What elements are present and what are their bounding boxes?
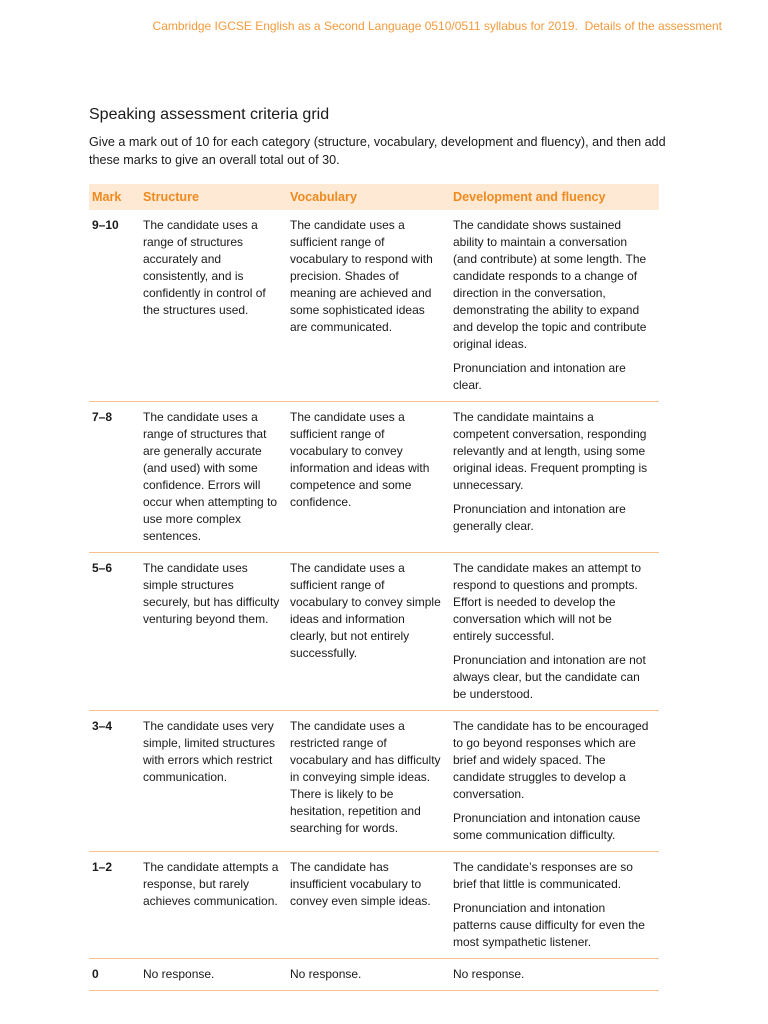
- table-row: [89, 959, 659, 991]
- structure-cell: The candidate uses very simple, limited structures with errors which restrict communication.: [143, 711, 290, 852]
- vocabulary-cell: The candidate uses a sufficient range of vocabulary to convey simple ideas and information clearly, but not entirely successfully.: [290, 553, 453, 711]
- table-row: [89, 711, 659, 852]
- vocabulary-cell: The candidate has insufficient vocabulary to convey even simple ideas.: [290, 852, 453, 959]
- development-cell: [453, 959, 659, 991]
- vocabulary-cell: The candidate uses a sufficient range of vocabulary to convey information and ideas with competence and some confidence.: [290, 402, 453, 553]
- mark-cell: 3–4: [89, 711, 143, 852]
- page-title: Speaking assessment criteria grid: [89, 106, 330, 123]
- vocabulary-cell: No response.: [290, 959, 453, 991]
- assessment-criteria-table: [89, 184, 659, 991]
- development-cell: [453, 553, 659, 711]
- table-row: [89, 402, 659, 553]
- vocabulary-cell: The candidate uses a sufficient range of vocabulary to respond with precision. Shades of meaning are achieved and some sophisticated ideas are communicated.: [290, 210, 453, 402]
- development-cell: [453, 711, 659, 852]
- structure-cell: The candidate uses a range of structures accurately and consistently, and is confidently in control of the structures used.: [143, 210, 290, 402]
- column-header-mark: Mark: [89, 184, 143, 210]
- running-header-section: Details of the assessment: [584, 19, 722, 33]
- development-text: The candidate maintains a competent conversation, responding relevantly and at length, using some original ideas. Frequent prompting is unnecessary.: [453, 410, 648, 492]
- column-header-development: Development and fluency: [453, 184, 659, 210]
- mark-cell: 5–6: [89, 553, 143, 711]
- pronunciation-text: Pronunciation and intonation are not always clear, but the candidate can be understood.: [453, 653, 646, 701]
- development-cell: [453, 210, 659, 402]
- structure-cell: The candidate uses simple structures securely, but has difficulty venturing beyond them.: [143, 553, 290, 711]
- table-header-row: [89, 184, 659, 210]
- table-row: [89, 852, 659, 959]
- table-row: [89, 210, 659, 402]
- vocabulary-cell: The candidate uses a restricted range of vocabulary and has difficulty in conveying simple ideas. There is likely to be hesitation, repetition and searching for words.: [290, 711, 453, 852]
- development-text: The candidate shows sustained ability to maintain a conversation (and contribute) at some length. The candidate responds to a change of direction in the conversation, demonstrating the ability to expand and develop the topic and contribute original ideas.: [453, 218, 647, 351]
- column-header-structure: Structure: [143, 184, 290, 210]
- structure-cell: The candidate attempts a response, but rarely achieves communication.: [143, 852, 290, 959]
- development-text: The candidate makes an attempt to respond to questions and prompts. Effort is needed to develop the conversation which will not be entirely successful.: [453, 561, 642, 643]
- column-header-vocabulary: Vocabulary: [290, 184, 453, 210]
- mark-cell: 0: [89, 959, 143, 991]
- development-text: The candidate’s responses are so brief that little is communicated.: [453, 860, 633, 891]
- pronunciation-text: Pronunciation and intonation cause some communication difficulty.: [453, 811, 641, 842]
- running-header: [153, 19, 722, 33]
- running-header-syllabus: Cambridge IGCSE English as a Second Language 0510/0511 syllabus for 2019.: [152, 19, 578, 33]
- intro-paragraph: Give a mark out of 10 for each category (structure, vocabulary, development and fluency), and then add these marks to give an overall total out of 30.: [89, 135, 666, 167]
- mark-cell: 1–2: [89, 852, 143, 959]
- pronunciation-text: Pronunciation and intonation are clear.: [453, 361, 626, 392]
- mark-cell: 7–8: [89, 402, 143, 553]
- development-cell: [453, 852, 659, 959]
- pronunciation-text: Pronunciation and intonation are generally clear.: [453, 502, 626, 533]
- mark-cell: 9–10: [89, 210, 143, 402]
- development-cell: [453, 402, 659, 553]
- development-text: The candidate has to be encouraged to go beyond responses which are brief and widely spaced. The candidate struggles to develop a conversation.: [453, 719, 649, 801]
- pronunciation-text: Pronunciation and intonation patterns cause difficulty for even the most sympathetic listener.: [453, 901, 645, 949]
- structure-cell: No response.: [143, 959, 290, 991]
- table-row: [89, 553, 659, 711]
- development-text: No response.: [453, 967, 525, 981]
- structure-cell: The candidate uses a range of structures that are generally accurate (and used) with some confidence. Errors will occur when attempting to use more complex sentences.: [143, 402, 290, 553]
